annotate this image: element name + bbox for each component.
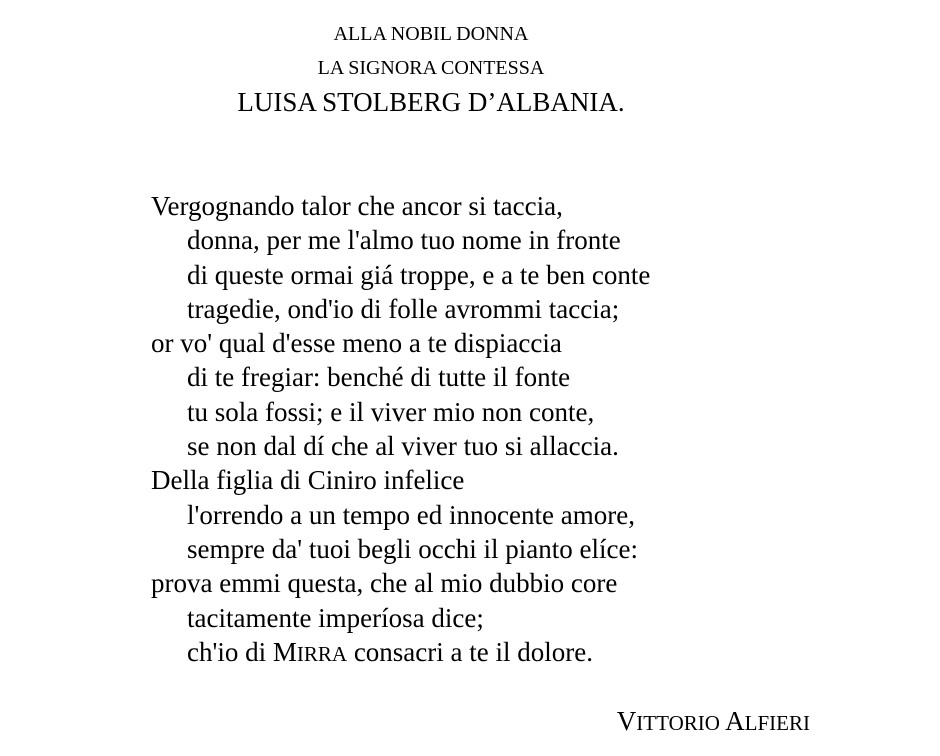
signature-first-initial: V <box>616 706 637 736</box>
author-signature <box>617 708 810 735</box>
verse-line-3: di queste ormai giá troppe, e a te ben conte <box>187 259 651 290</box>
verse-line-7: tu sola fossi; e il viver mio non conte, <box>187 396 595 427</box>
signature-last-initial: A <box>725 706 745 736</box>
tragedy-title-rest: IRRA <box>296 641 348 666</box>
sonnet <box>151 189 650 669</box>
dedication-line-2: LA SIGNORA CONTESSA <box>317 57 545 79</box>
dedication-line-3: LUISA STOLBERG D’ALBANIA. <box>237 87 625 117</box>
verse-line-5: or vo' qual d'esse meno a te dispiaccia <box>151 328 562 359</box>
verse-line-9: Della figlia di Ciniro infelice <box>151 465 465 496</box>
verse-line-14-end: consacri a te il dolore. <box>347 636 593 667</box>
verse-line-8: se non dal dí che al viver tuo si allaccia. <box>187 431 619 462</box>
verse-line-6: di te fregiar: benché di tutte il fonte <box>187 362 571 393</box>
tragedy-title-initial: M <box>272 636 297 667</box>
verse-line-2: donna, per me l'almo tuo nome in fronte <box>187 225 621 256</box>
signature-first-rest: ITTORIO <box>636 711 720 735</box>
verse-line-1: Vergognando talor che ancor si taccia, <box>151 191 563 221</box>
verse-line-13: tacitamente imperíosa dice; <box>187 602 484 633</box>
dedication-line-1: ALLA NOBIL DONNA <box>333 23 529 45</box>
verse-line-11: sempre da' tuoi begli occhi il pianto elíce: <box>187 533 638 564</box>
verse-line-14 <box>151 635 650 669</box>
verse-line-14-start: ch'io di <box>187 636 273 667</box>
verse-line-10: l'orrendo a un tempo ed innocente amore, <box>187 499 635 530</box>
verse-line-4: tragedie, ond'io di folle avrommi taccia; <box>187 293 620 324</box>
signature-last-rest: LFIERI <box>744 711 810 735</box>
verse-line-12: prova emmi questa, che al mio dubbio core <box>151 568 618 599</box>
